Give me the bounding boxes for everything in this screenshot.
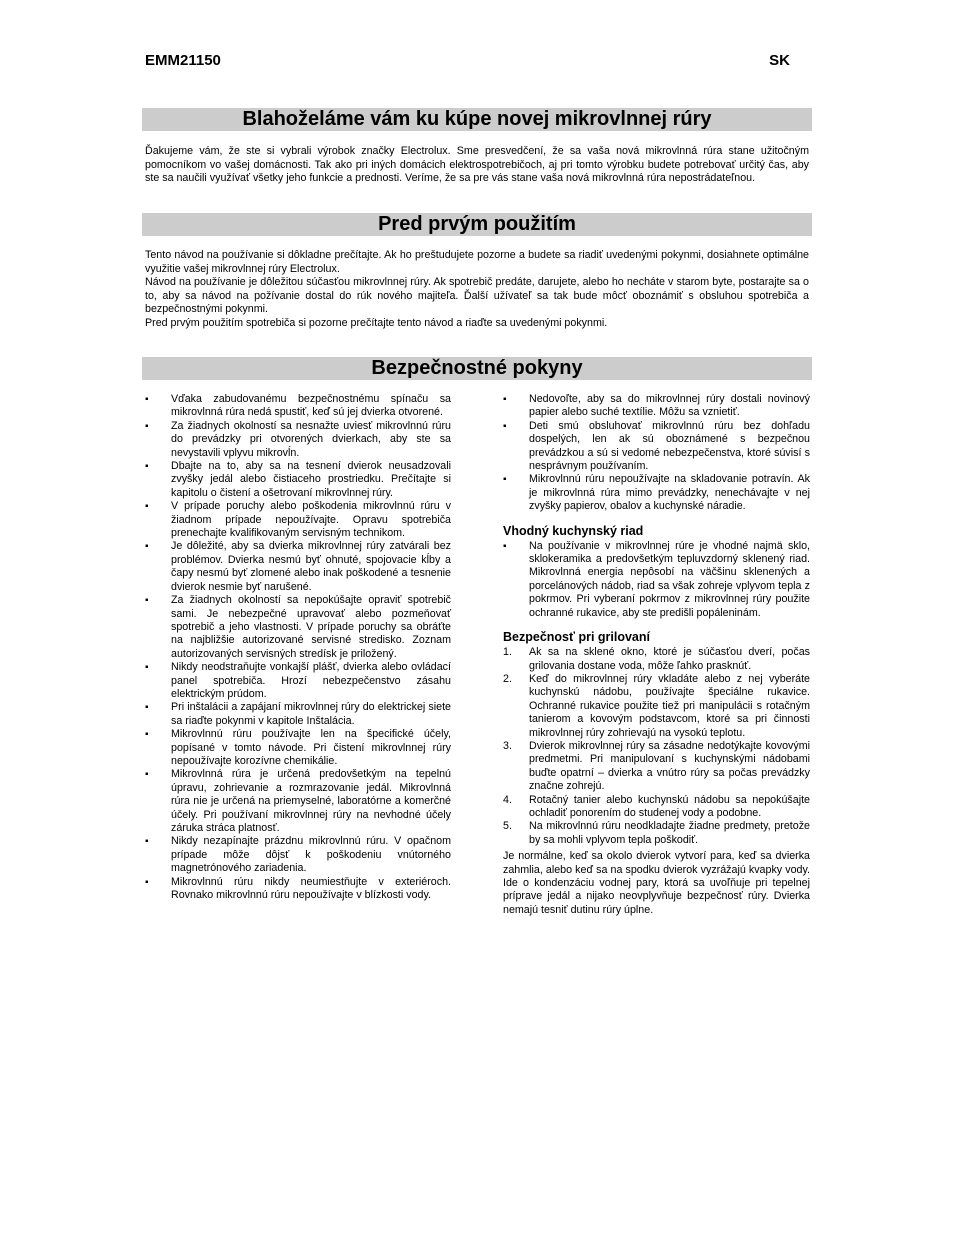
item-text: Rotačný tanier alebo kuchynskú nádobu sa nepokúšajte ochladiť ponorením do studenej vody a podobne.	[529, 793, 810, 819]
list-item: ▪ Na používanie v mikrovlnnej rúre je vhodné najmä sklo, sklokeramika a predovšetkým tepluvzdorný sklenený riad. Mikrovlnná energia nepôsobí na väčšinu sklenených a porcelánových nádob, riad sa však zohreje vplyvom tepla z pokrmov. Pri vyberaní pokrmov z mikrovlnnej rúry použite ochranné rukavice, aby ste predišli popáleninám.	[503, 540, 810, 620]
page-header	[145, 52, 790, 69]
safety-list	[145, 393, 451, 902]
first-use-heading: Pred prvým použitím	[142, 213, 812, 236]
cookware-heading: Vhodný kuchynský riad	[503, 523, 644, 538]
item-text: Dvierok mikrovlnnej rúry sa zásadne nedotýkajte kovovými predmetmi. Pri manipulovaní s kuchynskými nádobami buďte opatrní – dvierka a vnútro rúry sa počas prevádzky značne zohrejú.	[529, 739, 810, 793]
list-item: ▪ Dbajte na to, aby sa na tesnení dvierok neusadzovali zvyšky jedál alebo čistiaceho prostriedku. Prečítajte si kapitolu o čistení a ošetrovaní mikrovlnnej rúry.	[145, 460, 451, 500]
item-text: Keď do mikrovlnnej rúry vkladáte alebo z nej vyberáte kuchynskú nádobu, používajte špeciálne rukavice. Ochranné rukavice použite tiež pri manipulácii s rotačným tanierom a kovovým podstavcom, ktoré sa pri činnosti mikrovlnnej rúry zohrievajú na vysokú teplotu.	[529, 672, 810, 739]
safety-list-continued	[503, 393, 810, 514]
cookware-list	[503, 540, 810, 620]
safety-right-column	[503, 393, 810, 917]
list-item	[503, 646, 810, 673]
list-item	[503, 740, 810, 794]
safety-heading: Bezpečnostné pokyny	[142, 357, 812, 380]
first-use-paragraph: Návod na používanie je dôležitou súčasťou mikrovlnnej rúry. Ak spotrebič predáte, darujete, alebo ho necháte v starom byte, postarajte sa o to, aby sa návod na požívanie dostal do rúk nového majiteľa. Ďalší užívateľ sa tak bude môcť oboznámiť s obsluhou spotrebiča a bezpečnostnými pokynmi.	[145, 276, 809, 315]
grill-safety-heading: Bezpečnosť pri grilovaní	[503, 630, 650, 645]
congrats-text	[145, 145, 809, 186]
list-item: ▪ Pri inštalácii a zapájaní mikrovlnnej rúry do elektrickej siete sa riaďte pokynmi v kapitole Inštalácia.	[145, 701, 451, 728]
list-item: ▪ Deti smú obsluhovať mikrovlnnú rúru bez dohľadu dospelých, len ak sú oboznámené s bezpečnou prevádzkou a sú si vedomé nebezpečenstva, ktoré súvisí s nesprávnym používaním.	[503, 420, 810, 474]
item-number: 5.	[503, 820, 512, 833]
list-item: ▪ Mikrovlnná rúra je určená predovšetkým na tepelnú úpravu, zohrievanie a rozmrazovanie jedál. Mikrovlnná rúra nie je určená na priemyselné, laboratórne a komerčné účely. Pri používaní mikrovlnnej rúry na nevhodné účely záruka stráca platnosť.	[145, 768, 451, 835]
list-item	[503, 673, 810, 740]
congrats-paragraph: Ďakujeme vám, že ste si vybrali výrobok značky Electrolux. Sme presvedčení, že sa vaša nová mikrovlnná rúra stane užitočným pomocníkom vo vašej domácnosti. Tak ako pri iných domácich elektrospotrebičoch, aj pri tomto výrobku budete potrebovať určitý čas, aby ste sa naučili využívať všetky jeho funkcie a prednosti. Veríme, že sa pre vás stane vaša nová mikrovlnná rúra nepostrádateľnou.	[145, 145, 809, 184]
condensation-note: Je normálne, keď sa okolo dvierok vytvorí para, keď sa dvierka zahmlia, alebo keď sa na spodku dvierok vyzrážajú kvapky vody. Ide o kondenzáciu vodnej pary, ktorá sa uvoľňuje pri tepelnej príprave jedál a nijako neovplyvňuje bezpečnosť rúry. Dvierka nemajú tesniť dutinu rúry úplne.	[503, 850, 810, 916]
grill-safety-list	[503, 646, 810, 847]
list-item: ▪ Za žiadnych okolností sa nepokúšajte opraviť spotrebič sami. Je nebezpečné upravovať alebo pozmeňovať spotrebič a jeho vlastnosti. V prípade poruchy sa obráťte na najbližšie autorizované servisné stredisko. Zoznam autorizovaných servisných stredísk je priložený.	[145, 594, 451, 661]
list-item: ▪ Nikdy nezapínajte prázdnu mikrovlnnú rúru. V opačnom prípade môže dôjsť k poškodeniu vnútorného magnetrónového zariadenia.	[145, 835, 451, 875]
list-item: ▪ Mikrovlnnú rúru nepoužívajte na skladovanie potravín. Ak je mikrovlnná rúra mimo prevádzky, nenechávajte v nej zvyšky papierov, obalov a kuchynské náradie.	[503, 473, 810, 513]
list-item: ▪ Nikdy neodstraňujte vonkajší plášť, dvierka alebo ovládací panel spotrebiča. Hrozí nebezpečenstvo zásahu elektrickým prúdom.	[145, 661, 451, 701]
list-item	[503, 794, 810, 821]
list-item: ▪ Nedovoľte, aby sa do mikrovlnnej rúry dostali novinový papier alebo suché textílie. Môžu sa vznietiť.	[503, 393, 810, 420]
list-item: ▪ Mikrovlnnú rúru nikdy neumiestňujte v exteriéroch. Rovnako mikrovlnnú rúru nepoužívajte v blízkosti vody.	[145, 876, 451, 903]
safety-left-column	[145, 393, 451, 902]
first-use-text	[145, 249, 809, 330]
model-number: EMM21150	[145, 52, 221, 69]
first-use-paragraph: Pred prvým použitím spotrebiča si pozorne prečítajte tento návod a riaďte sa uvedenými pokynmi.	[145, 316, 608, 329]
list-item	[503, 820, 810, 847]
list-item: ▪ Vďaka zabudovanému bezpečnostnému spínaču sa mikrovlnná rúra nedá spustiť, keď sú jej dvierka otvorené.	[145, 393, 451, 420]
item-number: 2.	[503, 672, 512, 685]
item-number: 1.	[503, 646, 512, 659]
list-item: ▪ V prípade poruchy alebo poškodenia mikrovlnnú rúru v žiadnom prípade nepoužívajte. Opravu spotrebiča prenechajte kvalifikovaným servisným technikom.	[145, 500, 451, 540]
congrats-heading: Blahoželáme vám ku kúpe novej mikrovlnnej rúry	[142, 108, 812, 131]
first-use-paragraph: Tento návod na používanie si dôkladne prečítajte. Ak ho preštudujete pozorne a budete sa riadiť uvedenými pokynmi, dosiahnete optimálne využitie vašej mikrovlnnej rúry Electrolux.	[145, 249, 809, 275]
list-item: ▪ Mikrovlnnú rúru používajte len na špecifické účely, popísané v tomto návode. Pri čistení mikrovlnnej rúry nepoužívajte korozívne chemikálie.	[145, 728, 451, 768]
item-number: 4.	[503, 793, 512, 806]
item-text: Ak sa na sklené okno, ktoré je súčasťou dverí, počas grilovania dostane voda, môže ľahko prasknúť.	[529, 646, 810, 672]
list-item: ▪ Je dôležité, aby sa dvierka mikrovlnnej rúry zatvárali bez problémov. Dvierka nesmú byť ohnuté, spojovacie kĺby a čapy nesmú byť zlomené alebo inak poškodené a tesnenie dvierok nesmie byť narušené.	[145, 540, 451, 594]
item-text: Na mikrovlnnú rúru neodkladajte žiadne predmety, pretože by sa mohli vplyvom tepla poškodiť.	[529, 820, 810, 846]
item-number: 3.	[503, 739, 512, 752]
language-code: SK	[769, 52, 790, 69]
list-item: ▪ Za žiadnych okolností sa nesnažte uviesť mikrovlnnú rúru do prevádzky pri otvorených dvierkach, aby ste sa nevystavili vplyvu mikrovĺn.	[145, 420, 451, 460]
